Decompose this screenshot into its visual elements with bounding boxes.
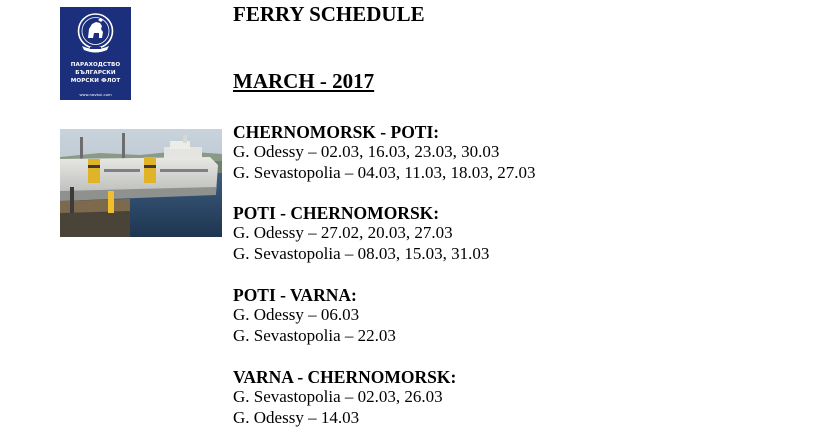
route-sailing-line: G. Sevastopolia – 08.03, 15.03, 31.03: [233, 243, 490, 263]
ferry-ship-photo: [60, 129, 222, 237]
logo-text-line-2: БЪЛГАРСКИ: [75, 70, 116, 76]
route-title: VARNA - CHERNOMORSK:: [233, 367, 457, 387]
route-sailing-line: G. Odessy – 27.02, 20.03, 27.03: [233, 223, 453, 242]
route-block-chernomorsk-poti: [233, 122, 536, 183]
logo-text-line-1: ПАРАХОДСТВО: [70, 62, 121, 68]
route-sailing-line: G. Odessy – 14.03: [233, 407, 360, 427]
logo-url: www.navbul.com: [79, 92, 112, 97]
route-title: CHERNOMORSK - POTI:: [233, 122, 440, 142]
route-block-varna-chernomorsk: [233, 367, 456, 428]
emblem-icon: [74, 11, 117, 55]
page-title: FERRY SCHEDULE: [233, 2, 425, 26]
route-block-poti-chernomorsk: [233, 203, 489, 264]
route-title: POTI - VARNA:: [233, 285, 357, 305]
route-sailing-line: G. Sevastopolia – 04.03, 11.03, 18.03, 27.03: [233, 162, 536, 182]
company-logo: [60, 7, 131, 100]
logo-text-line-3: МОРСКИ ФЛОТ: [70, 78, 121, 84]
schedule-month: MARCH - 2017: [233, 69, 375, 93]
route-sailing-line: G. Odessy – 06.03: [233, 305, 360, 324]
route-sailing-line: G. Odessy – 02.03, 16.03, 23.03, 30.03: [233, 142, 500, 161]
route-title: POTI - CHERNOMORSK:: [233, 203, 440, 223]
route-sailing-line: G. Sevastopolia – 02.03, 26.03: [233, 387, 443, 406]
route-sailing-line: G. Sevastopolia – 22.03: [233, 325, 396, 345]
route-block-poti-varna: [233, 285, 396, 346]
